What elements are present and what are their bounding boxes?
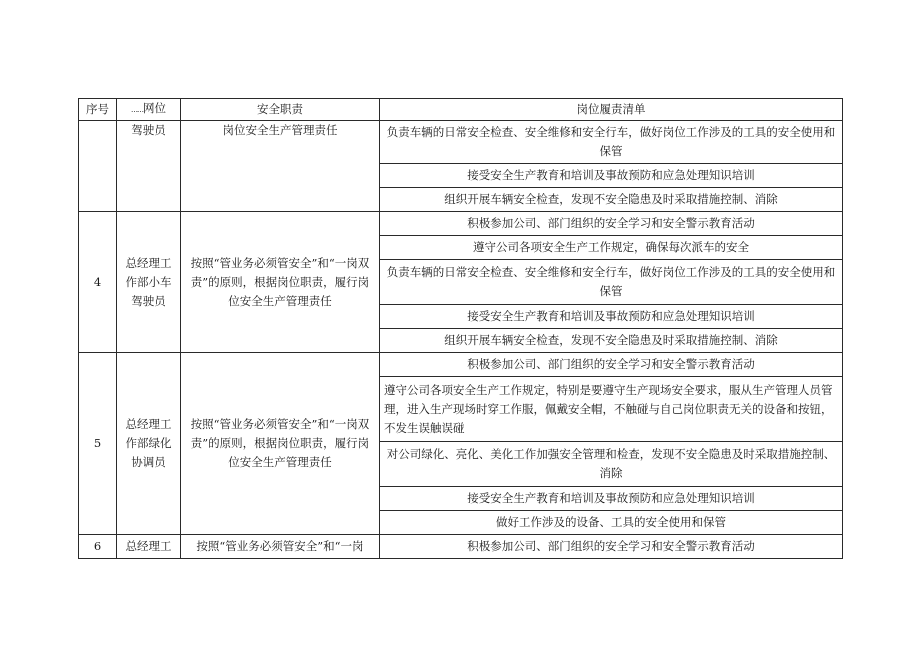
seq-cell: 5 (79, 353, 117, 535)
list-item: 遵守公司各项安全生产工作规定，特别是要遵守生产现场安全要求，服从生产管理人员管理，进入生产现场时穿工作服，佩戴安全帽，不触碰与自己岗位职责无关的设备和按钮，不发生误触误碰 (380, 377, 843, 442)
position-cell: 总经理工作部小车驾驶员 (117, 212, 181, 353)
list-item: 接受安全生产教育和培训及事故预防和应急处理知识培训 (380, 487, 843, 511)
header-position (117, 99, 181, 121)
list-item: 负责车辆的日常安全检查、安全维修和安全行车，做好岗位工作涉及的工具的安全使用和保管 (380, 260, 843, 305)
duty-cell: 按照“管业务必须管安全”和“一岗 (181, 535, 380, 559)
list-item: 对公司绿化、亮化、美化工作加强安全管理和检查，发现不安全隐患及时采取措施控制、消除 (380, 442, 843, 487)
duty-cell: 岗位安全生产管理责任 (181, 121, 380, 212)
list-item: 遵守公司各项安全生产工作规定，确保每次派车的安全 (380, 236, 843, 260)
list-item: 接受安全生产教育和培训及事故预防和应急处理知识培训 (380, 305, 843, 329)
header-list: 岗位履责清单 (380, 99, 843, 121)
seq-cell: 6 (79, 535, 117, 559)
list-item: 组织开展车辆安全检查，发现不安全隐患及时采取措施控制、消除 (380, 329, 843, 353)
duty-cell: 按照“管业务必须管安全”和“一岗双责”的原则，根据岗位职责，履行岗位安全生产管理责任 (181, 212, 380, 353)
list-item: 接受安全生产教育和培训及事故预防和应急处理知识培训 (380, 164, 843, 188)
header-duty: 安全职责 (181, 99, 380, 121)
table-row (79, 121, 843, 164)
seq-cell: 4 (79, 212, 117, 353)
header-position-label: 网位 (143, 101, 166, 115)
table-row (79, 535, 843, 559)
header-position-prefix: …… (131, 106, 143, 114)
table-row (79, 353, 843, 377)
header-seq: 序号 (79, 99, 117, 121)
table-row (79, 212, 843, 236)
position-cell: 总经理工作部绿化协调员 (117, 353, 181, 535)
table-header-row (79, 99, 843, 121)
list-item: 积极参加公司、部门组织的安全学习和安全警示教育活动 (380, 535, 843, 559)
seq-cell-empty (79, 121, 117, 212)
list-item: 积极参加公司、部门组织的安全学习和安全警示教育活动 (380, 353, 843, 377)
list-item: 积极参加公司、部门组织的安全学习和安全警示教育活动 (380, 212, 843, 236)
list-item: 负责车辆的日常安全检查、安全维修和安全行车，做好岗位工作涉及的工具的安全使用和保管 (380, 121, 843, 164)
duty-cell: 按照“管业务必须管安全”和“一岗双责”的原则，根据岗位职责，履行岗位安全生产管理责任 (181, 353, 380, 535)
position-cell: 总经理工 (117, 535, 181, 559)
position-cell: 驾驶员 (117, 121, 181, 212)
responsibility-table (78, 98, 843, 559)
list-item: 做好工作涉及的设备、工具的安全使用和保管 (380, 511, 843, 535)
list-item: 组织开展车辆安全检查，发现不安全隐患及时采取措施控制、消除 (380, 188, 843, 212)
